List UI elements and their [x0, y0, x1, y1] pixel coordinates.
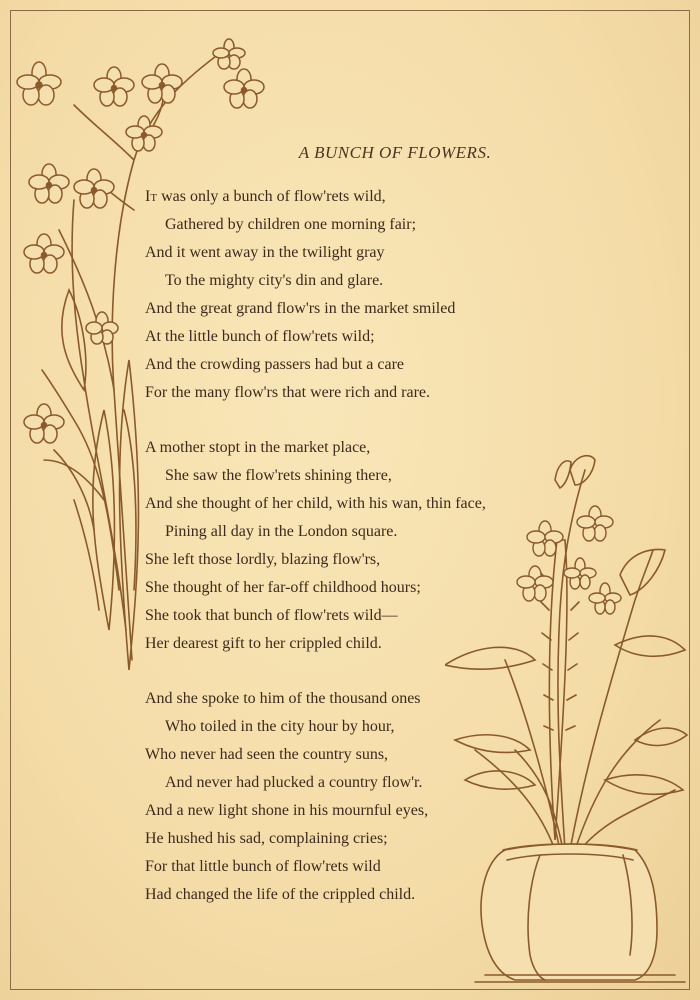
- poem-line: And never had plucked a country flow'r.: [165, 774, 423, 791]
- poem-line: Who toiled in the city hour by hour,: [165, 718, 395, 735]
- poem-line: And it went away in the twilight gray: [145, 244, 385, 261]
- poem-line: A mother stopt in the market place,: [145, 439, 371, 456]
- poem-line: She took that bunch of flow'rets wild—: [145, 607, 398, 624]
- poem-line: Who never had seen the country suns,: [145, 746, 389, 763]
- poem-line: And the crowding passers had but a care: [145, 356, 405, 373]
- poem-line: Pining all day in the London square.: [165, 523, 398, 540]
- stanza-1: [145, 183, 565, 407]
- stanza-2: [145, 434, 565, 658]
- drop-word: It: [145, 188, 158, 205]
- poem-line: At the little bunch of flow'rets wild;: [145, 328, 375, 345]
- poem-body: [145, 183, 565, 936]
- poem-line: Had changed the life of the crippled child.: [145, 886, 416, 903]
- poem-line: He hushed his sad, complaining cries;: [145, 830, 388, 847]
- poem-line: For that little bunch of flow'rets wild: [145, 858, 381, 875]
- poem-line: To the mighty city's din and glare.: [165, 272, 384, 289]
- poem-line: She thought of her far-off childhood hours;: [145, 579, 421, 596]
- poem-line: For the many flow'rs that were rich and rare.: [145, 384, 430, 401]
- poem-line: And the great grand flow'rs in the market smiled: [145, 300, 456, 317]
- poem-line: [145, 183, 565, 211]
- poem-title: A BUNCH OF FLOWERS.: [298, 143, 492, 162]
- poem-line: And a new light shone in his mournful eyes,: [145, 802, 429, 819]
- poem-line: Her dearest gift to her crippled child.: [145, 635, 382, 652]
- poem-line: And she spoke to him of the thousand ones: [145, 690, 421, 707]
- poem-line: She left those lordly, blazing flow'rs,: [145, 551, 381, 568]
- stanza-3: [145, 685, 565, 909]
- poem-line: And she thought of her child, with his wan, thin face,: [145, 495, 486, 512]
- poem-line-text: was only a bunch of flow'rets wild,: [157, 188, 386, 205]
- poem-line: She saw the flow'rets shining there,: [165, 467, 392, 484]
- poem-line: Gathered by children one morning fair;: [165, 216, 417, 233]
